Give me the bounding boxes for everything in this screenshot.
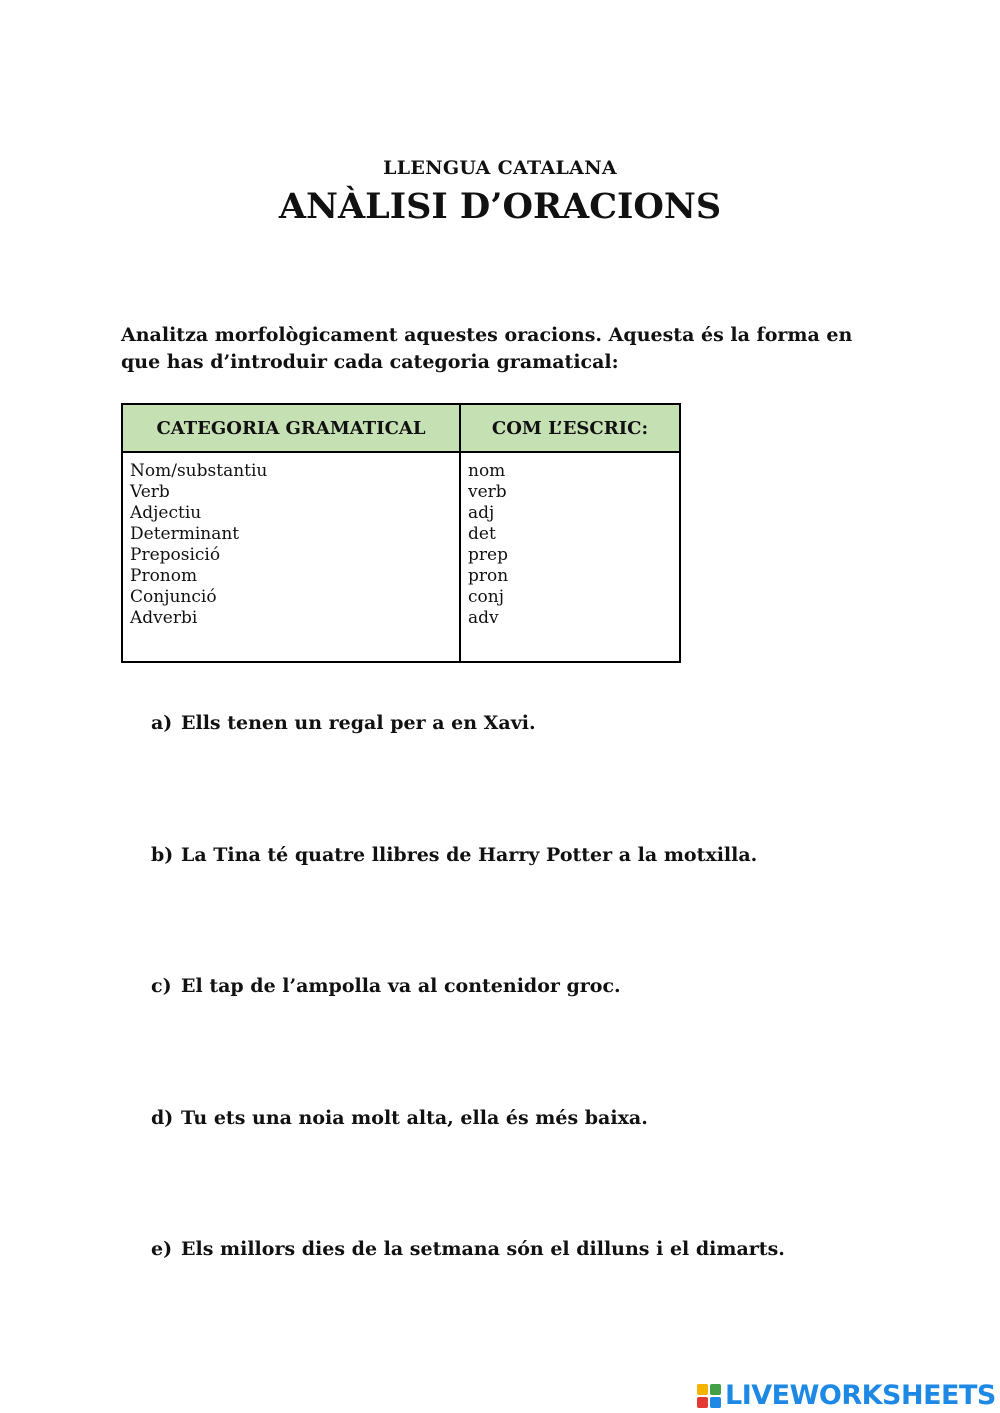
sentence-label: a) (151, 712, 173, 734)
abbreviation-column (460, 452, 680, 662)
category-item: Nom/substantiu (130, 461, 268, 481)
sentence-label: d) (151, 1106, 174, 1129)
sentence-text: Els millors dies de la setmana són el dilluns i el dimarts. (181, 1238, 785, 1260)
logo-text: LIVEWORKSHEETS (725, 1380, 996, 1411)
logo-block (697, 1397, 708, 1408)
abbreviation-item: adv (468, 608, 499, 628)
category-item: Adjectiu (130, 503, 202, 523)
table-header-row (122, 404, 680, 452)
page-title: ANÀLISI D’ORACIONS (278, 186, 722, 227)
sentence-a (151, 709, 785, 841)
abbreviation-item: conj (468, 587, 504, 607)
category-item: Pronom (130, 566, 198, 586)
category-item: Adverbi (130, 608, 198, 628)
logo-block (697, 1384, 708, 1395)
abbreviation-item: det (468, 524, 496, 544)
sentence-label: b) (151, 843, 174, 866)
table-body-row (122, 452, 680, 662)
category-item: Determinant (130, 524, 240, 544)
abbreviation-item: pron (468, 566, 509, 586)
column-header-category: CATEGORIA GRAMATICAL (122, 404, 460, 452)
liveworksheets-logo (697, 1380, 996, 1411)
sentence-label: c) (151, 975, 172, 997)
category-item: Verb (130, 482, 170, 502)
category-column (122, 452, 460, 662)
sentence-d (151, 1104, 785, 1236)
sentence-c (151, 972, 785, 1104)
abbreviation-item: verb (468, 482, 507, 502)
instructions-text: Analitza morfològicament aquestes oracions. Aquesta és la forma en que has d’introduir cada categoria gramatical: (121, 324, 853, 373)
logo-block (710, 1384, 721, 1395)
column-header-abbreviation: COM L’ESCRIC: (460, 404, 680, 452)
sentence-text: Tu ets una noia molt alta, ella és més baixa. (181, 1106, 648, 1129)
abbreviation-item: adj (468, 503, 495, 523)
abbreviation-item: prep (468, 545, 508, 565)
sentence-text: Ells tenen un regal per a en Xavi. (181, 712, 536, 734)
subject-heading: LLENGUA CATALANA (383, 157, 617, 179)
sentence-list (151, 709, 785, 1367)
sentence-label: e) (151, 1238, 173, 1260)
sentence-e (151, 1235, 785, 1367)
logo-block (710, 1397, 721, 1408)
sentence-text: El tap de l’ampolla va al contenidor groc. (181, 975, 621, 997)
abbreviation-item: nom (468, 461, 506, 481)
sentence-text: La Tina té quatre llibres de Harry Potter a la motxilla. (181, 843, 758, 866)
logo-blocks-icon (697, 1384, 721, 1408)
grammar-category-table (121, 403, 681, 663)
sentence-b (151, 841, 785, 973)
category-item: Conjunció (130, 587, 217, 607)
category-item: Preposició (130, 545, 221, 565)
